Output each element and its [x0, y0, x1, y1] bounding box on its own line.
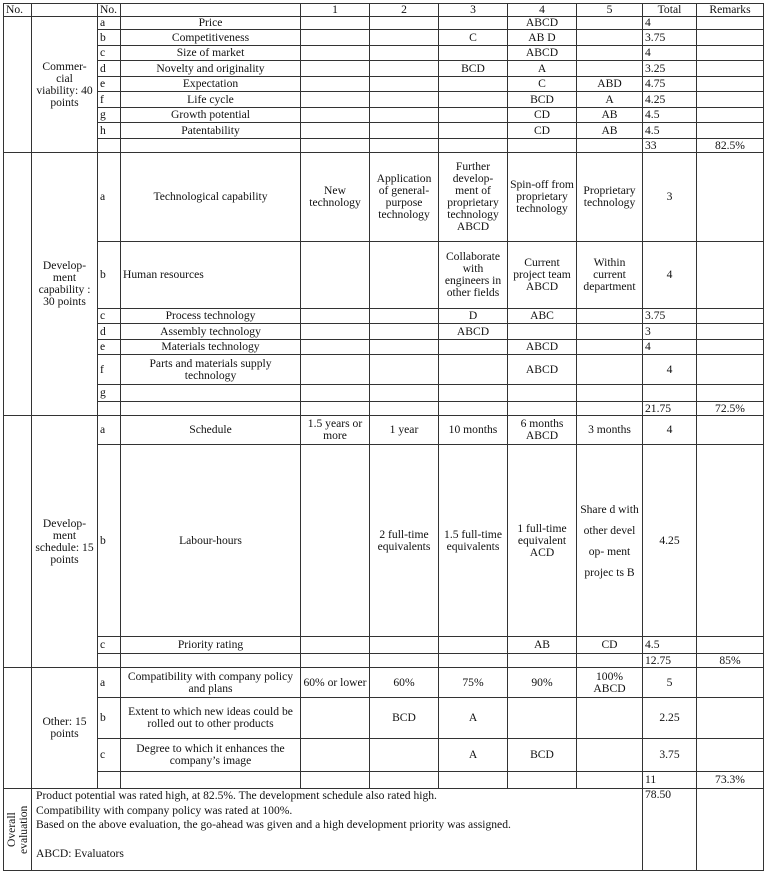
score-cell-5 — [577, 30, 643, 46]
score-cell-1 — [301, 340, 370, 355]
score-cell-5 — [577, 46, 643, 61]
score-cell-5: A — [577, 92, 643, 108]
score-cell-4: CD — [508, 123, 577, 139]
row-total: 4 — [643, 355, 697, 385]
criterion-name: Assembly technology — [121, 324, 301, 340]
criterion-name: Price — [121, 17, 301, 30]
row-total — [643, 385, 697, 402]
score-cell-4: ABCD — [508, 355, 577, 385]
row-remark — [697, 637, 764, 654]
other-row-c — [4, 739, 764, 772]
row-total: 4.25 — [643, 92, 697, 108]
row-total: 3.25 — [643, 61, 697, 77]
row-remark — [697, 340, 764, 355]
score-cell-4: BCD — [508, 739, 577, 772]
score-cell-4 — [508, 698, 577, 739]
subtotal-blank-2 — [370, 402, 439, 416]
subtotal-id-blank — [98, 402, 121, 416]
subtotal-remark: 72.5% — [697, 402, 764, 416]
subtotal-blank-4 — [508, 402, 577, 416]
overall-label: Overall evaluation — [5, 805, 30, 854]
development_capability-row-b — [4, 242, 764, 309]
score-cell-5: CD — [577, 637, 643, 654]
score-cell-2 — [370, 324, 439, 340]
criterion-name: Expectation — [121, 77, 301, 92]
row-total: 4 — [643, 242, 697, 309]
score-cell-5 — [577, 385, 643, 402]
header-col-1: 1 — [301, 4, 370, 17]
subtotal-blank-5 — [577, 772, 643, 789]
score-cell-3: 75% — [439, 668, 508, 698]
score-cell-2: 60% — [370, 668, 439, 698]
subtotal-id-blank — [98, 654, 121, 668]
row-id: d — [98, 324, 121, 340]
score-cell-2: Application of general- purpose technology — [370, 153, 439, 242]
row-id: c — [98, 309, 121, 324]
other-outer-cell — [4, 668, 32, 789]
commercial-subtotal-row — [4, 139, 764, 153]
development_capability-subtotal-row — [4, 402, 764, 416]
subtotal-value: 11 — [643, 772, 697, 789]
subtotal-blank-4 — [508, 139, 577, 153]
other-row-b — [4, 698, 764, 739]
score-cell-2 — [370, 61, 439, 77]
other-row-a — [4, 668, 764, 698]
score-cell-2 — [370, 77, 439, 92]
score-cell-1 — [301, 309, 370, 324]
row-id: d — [98, 61, 121, 77]
subtotal-item-blank — [121, 654, 301, 668]
score-cell-2 — [370, 92, 439, 108]
row-remark — [697, 309, 764, 324]
header-no: No. — [4, 4, 32, 17]
row-remark — [697, 61, 764, 77]
score-cell-1 — [301, 46, 370, 61]
score-cell-1 — [301, 77, 370, 92]
score-cell-1 — [301, 242, 370, 309]
score-cell-3 — [439, 385, 508, 402]
criterion-name — [121, 385, 301, 402]
score-cell-2 — [370, 123, 439, 139]
row-remark — [697, 416, 764, 445]
score-cell-4: A — [508, 61, 577, 77]
section-label: Develop- ment capability : 30 points — [32, 153, 98, 416]
score-cell-5: 100% ABCD — [577, 668, 643, 698]
header-col-5: 5 — [577, 4, 643, 17]
criterion-name: Schedule — [121, 416, 301, 445]
score-cell-1 — [301, 355, 370, 385]
criterion-name: Materials technology — [121, 340, 301, 355]
score-cell-2 — [370, 739, 439, 772]
score-cell-3 — [439, 355, 508, 385]
development_capability-row-c — [4, 309, 764, 324]
row-id: c — [98, 637, 121, 654]
row-remark — [697, 123, 764, 139]
development_capability-outer-cell — [4, 153, 32, 416]
row-id: b — [98, 242, 121, 309]
row-remark — [697, 46, 764, 61]
score-cell-2 — [370, 355, 439, 385]
score-cell-4: Spin-off from proprietary technology — [508, 153, 577, 242]
commercial-row-d — [4, 61, 764, 77]
row-remark — [697, 385, 764, 402]
header-col-2: 2 — [370, 4, 439, 17]
score-cell-1: 1.5 years or more — [301, 416, 370, 445]
subtotal-item-blank — [121, 772, 301, 789]
criterion-name: Novelty and originality — [121, 61, 301, 77]
header-no-sub: No. — [98, 4, 121, 17]
row-id: a — [98, 17, 121, 30]
row-total: 2.25 — [643, 698, 697, 739]
criterion-name: Growth potential — [121, 108, 301, 123]
row-remark — [697, 698, 764, 739]
row-remark — [697, 17, 764, 30]
row-id: g — [98, 108, 121, 123]
header-remarks: Remarks — [697, 4, 764, 17]
development_capability-row-e — [4, 340, 764, 355]
row-total: 4.75 — [643, 77, 697, 92]
score-cell-1 — [301, 698, 370, 739]
score-cell-2 — [370, 242, 439, 309]
score-cell-3: A — [439, 698, 508, 739]
row-id: f — [98, 355, 121, 385]
score-cell-5: AB — [577, 108, 643, 123]
row-remark — [697, 92, 764, 108]
development_schedule-row-a — [4, 416, 764, 445]
criterion-name: Process technology — [121, 309, 301, 324]
commercial-row-b — [4, 30, 764, 46]
criterion-name: Priority rating — [121, 637, 301, 654]
row-total: 3.75 — [643, 739, 697, 772]
score-cell-1 — [301, 445, 370, 637]
row-id: b — [98, 445, 121, 637]
score-cell-3 — [439, 340, 508, 355]
criterion-name: Life cycle — [121, 92, 301, 108]
score-cell-3 — [439, 77, 508, 92]
score-cell-1 — [301, 30, 370, 46]
commercial-row-f — [4, 92, 764, 108]
development_capability-row-a — [4, 153, 764, 242]
score-cell-4 — [508, 385, 577, 402]
subtotal-blank-2 — [370, 654, 439, 668]
score-cell-3 — [439, 123, 508, 139]
subtotal-blank-4 — [508, 772, 577, 789]
evaluation-table — [3, 3, 764, 871]
score-cell-1 — [301, 637, 370, 654]
section-label: Develop- ment schedule: 15 points — [32, 416, 98, 668]
score-cell-3 — [439, 108, 508, 123]
development_schedule-subtotal-row — [4, 654, 764, 668]
score-cell-2 — [370, 309, 439, 324]
score-cell-3 — [439, 46, 508, 61]
subtotal-id-blank — [98, 139, 121, 153]
score-cell-2 — [370, 30, 439, 46]
score-cell-3 — [439, 17, 508, 30]
subtotal-item-blank — [121, 139, 301, 153]
row-remark — [697, 445, 764, 637]
criterion-name: Parts and materials supply technology — [121, 355, 301, 385]
row-total: 4 — [643, 340, 697, 355]
score-cell-5 — [577, 355, 643, 385]
score-cell-3: Further develop- ment of proprietary technology ABCD — [439, 153, 508, 242]
subtotal-blank-2 — [370, 139, 439, 153]
summary-line: Based on the above evaluation, the go-ahead was given and a high development priority was assigned. — [36, 818, 511, 831]
score-cell-5 — [577, 739, 643, 772]
evaluators-legend: ABCD: Evaluators — [36, 846, 124, 860]
score-cell-2 — [370, 637, 439, 654]
criterion-name: Extent to which new ideas could be rolled out to other products — [121, 698, 301, 739]
row-id: c — [98, 739, 121, 772]
row-total: 4.5 — [643, 637, 697, 654]
subtotal-id-blank — [98, 772, 121, 789]
score-cell-3: 1.5 full-time equivalents — [439, 445, 508, 637]
score-cell-2 — [370, 340, 439, 355]
row-total: 4 — [643, 17, 697, 30]
subtotal-item-blank — [121, 402, 301, 416]
commercial-row-e — [4, 77, 764, 92]
score-cell-3: D — [439, 309, 508, 324]
development_capability-row-g — [4, 385, 764, 402]
score-cell-5: AB — [577, 123, 643, 139]
row-id: g — [98, 385, 121, 402]
commercial-row-a — [4, 17, 764, 30]
score-cell-4: AB — [508, 637, 577, 654]
row-id: a — [98, 153, 121, 242]
subtotal-blank-3 — [439, 654, 508, 668]
header-blank — [32, 4, 98, 17]
score-cell-5: ABD — [577, 77, 643, 92]
subtotal-blank-5 — [577, 139, 643, 153]
score-cell-2 — [370, 385, 439, 402]
score-cell-1 — [301, 108, 370, 123]
subtotal-blank-3 — [439, 772, 508, 789]
overall-score: 78.50 — [643, 789, 697, 871]
score-cell-4: ABCD — [508, 340, 577, 355]
score-cell-3: ABCD — [439, 324, 508, 340]
criterion-name: Compatibility with company policy and plans — [121, 668, 301, 698]
row-remark — [697, 355, 764, 385]
header-row — [4, 4, 764, 17]
criterion-name: Patentability — [121, 123, 301, 139]
score-cell-4: C — [508, 77, 577, 92]
row-remark — [697, 30, 764, 46]
row-id: e — [98, 340, 121, 355]
row-id: c — [98, 46, 121, 61]
development_capability-row-d — [4, 324, 764, 340]
subtotal-blank-3 — [439, 402, 508, 416]
header-total: Total — [643, 4, 697, 17]
score-cell-4 — [508, 324, 577, 340]
row-id: a — [98, 668, 121, 698]
score-cell-3: C — [439, 30, 508, 46]
commercial-outer-cell — [4, 17, 32, 153]
subtotal-blank-5 — [577, 654, 643, 668]
criterion-name: Labour-hours — [121, 445, 301, 637]
row-id: a — [98, 416, 121, 445]
score-cell-1: New technology — [301, 153, 370, 242]
score-cell-4: BCD — [508, 92, 577, 108]
subtotal-blank-1 — [301, 654, 370, 668]
subtotal-blank-1 — [301, 139, 370, 153]
score-cell-3 — [439, 637, 508, 654]
row-total: 4.25 — [643, 445, 697, 637]
header-col-4: 4 — [508, 4, 577, 17]
score-cell-3: Collaborate with engineers in other fields — [439, 242, 508, 309]
development_schedule-outer-cell — [4, 416, 32, 668]
criterion-name: Technological capability — [121, 153, 301, 242]
subtotal-value: 33 — [643, 139, 697, 153]
row-total: 4 — [643, 416, 697, 445]
row-total: 4.5 — [643, 108, 697, 123]
score-cell-3: A — [439, 739, 508, 772]
score-cell-5: 3 months — [577, 416, 643, 445]
overall-label-cell — [4, 789, 32, 871]
summary-line: Compatibility with company policy was rated at 100%. — [36, 803, 293, 817]
subtotal-remark: 73.3% — [697, 772, 764, 789]
subtotal-remark: 85% — [697, 654, 764, 668]
subtotal-blank-1 — [301, 772, 370, 789]
row-id: b — [98, 698, 121, 739]
subtotal-blank-4 — [508, 654, 577, 668]
row-total: 4 — [643, 46, 697, 61]
score-cell-4: ABC — [508, 309, 577, 324]
development_schedule-row-c — [4, 637, 764, 654]
development_schedule-row-b — [4, 445, 764, 637]
row-remark — [697, 668, 764, 698]
score-cell-2: 2 full-time equivalents — [370, 445, 439, 637]
section-label: Commer- cial viability: 40 points — [32, 17, 98, 153]
score-cell-1 — [301, 123, 370, 139]
row-total: 5 — [643, 668, 697, 698]
score-cell-5: Within current department — [577, 242, 643, 309]
score-cell-2: BCD — [370, 698, 439, 739]
score-cell-2 — [370, 108, 439, 123]
score-cell-4: CD — [508, 108, 577, 123]
score-cell-4: ABCD — [508, 17, 577, 30]
row-total: 3.75 — [643, 309, 697, 324]
row-remark — [697, 153, 764, 242]
score-cell-5 — [577, 309, 643, 324]
score-cell-4: 90% — [508, 668, 577, 698]
row-total: 3 — [643, 153, 697, 242]
score-cell-1 — [301, 92, 370, 108]
commercial-row-h — [4, 123, 764, 139]
score-cell-4: 1 full-time equivalent ACD — [508, 445, 577, 637]
score-cell-5: Share d with other devel op- ment projec ts B — [577, 445, 643, 637]
criterion-name: Human resources — [121, 242, 301, 309]
header-item-blank — [121, 4, 301, 17]
row-id: h — [98, 123, 121, 139]
overall-row — [4, 789, 764, 871]
commercial-row-c — [4, 46, 764, 61]
subtotal-value: 12.75 — [643, 654, 697, 668]
criterion-name: Degree to which it enhances the company’s image — [121, 739, 301, 772]
subtotal-value: 21.75 — [643, 402, 697, 416]
other-subtotal-row — [4, 772, 764, 789]
score-cell-2 — [370, 46, 439, 61]
score-cell-3: BCD — [439, 61, 508, 77]
score-cell-1 — [301, 739, 370, 772]
score-cell-1 — [301, 61, 370, 77]
score-cell-1 — [301, 385, 370, 402]
score-cell-5 — [577, 698, 643, 739]
overall-summary — [32, 789, 643, 871]
score-cell-5 — [577, 340, 643, 355]
section-label: Other: 15 points — [32, 668, 98, 789]
row-id: b — [98, 30, 121, 46]
criterion-name: Competitiveness — [121, 30, 301, 46]
row-remark — [697, 324, 764, 340]
score-cell-4: AB D — [508, 30, 577, 46]
development_capability-row-f — [4, 355, 764, 385]
score-cell-4: 6 months ABCD — [508, 416, 577, 445]
score-cell-4: ABCD — [508, 46, 577, 61]
header-col-3: 3 — [439, 4, 508, 17]
score-cell-5 — [577, 324, 643, 340]
score-cell-3: 10 months — [439, 416, 508, 445]
subtotal-blank-3 — [439, 139, 508, 153]
criterion-name: Size of market — [121, 46, 301, 61]
subtotal-blank-5 — [577, 402, 643, 416]
overall-remark-blank — [697, 789, 764, 871]
commercial-row-g — [4, 108, 764, 123]
row-total: 4.5 — [643, 123, 697, 139]
subtotal-remark: 82.5% — [697, 139, 764, 153]
summary-spacer — [34, 833, 640, 847]
score-cell-5 — [577, 17, 643, 30]
score-cell-2: 1 year — [370, 416, 439, 445]
score-cell-1: 60% or lower — [301, 668, 370, 698]
score-cell-1 — [301, 324, 370, 340]
subtotal-blank-2 — [370, 772, 439, 789]
row-remark — [697, 739, 764, 772]
score-cell-5: Proprietary technology — [577, 153, 643, 242]
row-remark — [697, 242, 764, 309]
score-cell-3 — [439, 92, 508, 108]
score-cell-4: Current project team ABCD — [508, 242, 577, 309]
row-total: 3 — [643, 324, 697, 340]
score-cell-2 — [370, 17, 439, 30]
row-id: e — [98, 77, 121, 92]
score-cell-1 — [301, 17, 370, 30]
row-total: 3.75 — [643, 30, 697, 46]
summary-line: Product potential was rated high, at 82.5%. The development schedule also rated high. — [36, 789, 437, 802]
row-remark — [697, 77, 764, 92]
row-id: f — [98, 92, 121, 108]
score-cell-5 — [577, 61, 643, 77]
subtotal-blank-1 — [301, 402, 370, 416]
row-remark — [697, 108, 764, 123]
